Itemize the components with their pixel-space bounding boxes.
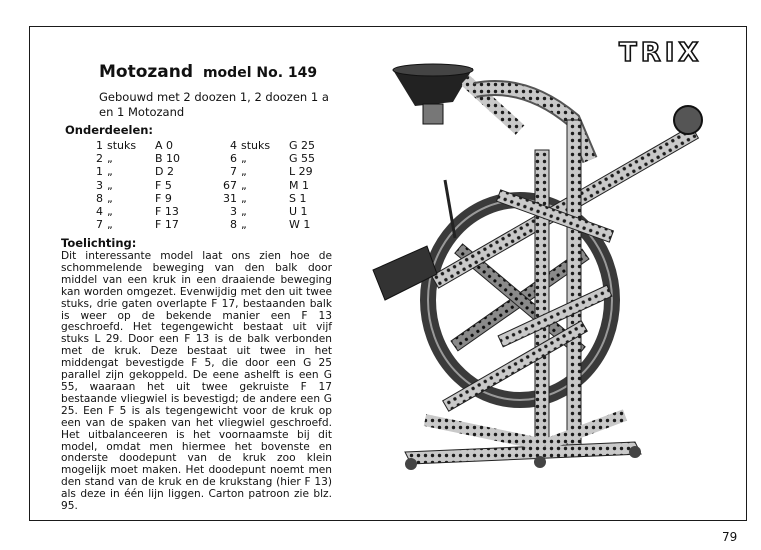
part-code: W 1 xyxy=(289,218,311,232)
part-unit: stuks xyxy=(241,139,271,152)
part-code: M 1 xyxy=(289,178,309,192)
parts-row xyxy=(81,192,317,205)
part-qty: 4 xyxy=(96,205,103,219)
title-model: model No. 149 xyxy=(202,65,318,81)
part-code: B 10 xyxy=(155,152,181,166)
part-code: F 9 xyxy=(155,191,172,205)
part-code: G 55 xyxy=(289,152,316,166)
brand-logo: TRIX xyxy=(619,38,703,68)
page-title xyxy=(99,62,317,82)
part-qty: 2 xyxy=(96,152,103,166)
part-qty: 1 xyxy=(96,139,103,152)
part-unit: „ xyxy=(107,178,113,192)
parts-row xyxy=(81,152,317,165)
part-qty: 67 xyxy=(223,178,237,192)
part-unit: „ xyxy=(107,152,113,166)
part-qty: 4 xyxy=(230,139,237,152)
parts-row xyxy=(81,139,317,152)
part-code: L 29 xyxy=(289,165,313,179)
part-unit: „ xyxy=(241,205,247,219)
part-code: A 0 xyxy=(155,139,174,152)
part-qty: 3 xyxy=(230,205,237,219)
model-illustration xyxy=(345,60,720,480)
part-unit: „ xyxy=(107,218,113,232)
parts-row xyxy=(81,218,317,231)
part-unit: „ xyxy=(241,191,247,205)
part-unit: „ xyxy=(107,205,113,219)
part-qty: 6 xyxy=(230,152,237,166)
part-qty: 31 xyxy=(223,191,237,205)
part-qty: 8 xyxy=(96,191,103,205)
part-code: D 2 xyxy=(155,165,174,179)
part-qty: 8 xyxy=(230,218,237,232)
part-unit: „ xyxy=(107,191,113,205)
part-unit: „ xyxy=(107,165,113,179)
part-unit: stuks xyxy=(107,139,137,152)
base-drawing xyxy=(405,415,641,470)
part-qty: 3 xyxy=(96,178,103,192)
part-qty: 1 xyxy=(96,165,103,179)
part-code: U 1 xyxy=(289,205,308,219)
part-code: F 13 xyxy=(155,205,179,219)
parts-row xyxy=(81,165,317,178)
hopper-drawing xyxy=(393,64,520,130)
subtitle: Gebouwd met 2 doozen 1, 2 doozen 1 a en 1 Motozand xyxy=(99,90,329,119)
title-name: Motozand xyxy=(99,62,194,82)
part-qty: 7 xyxy=(230,165,237,179)
parts-row xyxy=(81,205,317,218)
part-unit: „ xyxy=(241,165,247,179)
part-code: F 17 xyxy=(155,218,179,232)
part-unit: „ xyxy=(241,218,247,232)
explanation-text: Dit interessante model laat ons zien hoe de schommelende beweging van den balk door middel van een kruk in een draaiende beweging kan worden omgezet. Evenwijdig met den uit twee stuks, drie gaten overlapte F 17, bestaanden balk is weer op de bekende manier een F 13 geschroefd. Het tegengewicht bestaat uit vijf stuks L 29. Door een F 13 is de balk verbonden met de kruk. Deze bestaat uit twee in het middengat bevestigde F 5, die door een G 25 parallel zijn gekoppeld. De eene ashelft is een G 55, waaraan het uit twee gekruiste F 17 bestaande vliegwiel is bevestigd; de andere een G 25. Een F 5 is als tegengewicht voor de kruk op een van de spaken van het vliegwiel geschroefd. Het uitbalanceeren is het voornaamste bij dit model, omdat men hiermee het bovenste en onderste doodepunt van de kruk zoo klein mogelijk moet maken. Het doodepunt noemt men den stand van de kruk en de krukstang (hier F 13) als deze in één lijn liggen. Carton patroon zie blz. 95. xyxy=(61,250,332,513)
part-qty: 7 xyxy=(96,218,103,232)
parts-row xyxy=(81,179,317,192)
parts-list xyxy=(81,139,317,231)
part-unit: „ xyxy=(241,152,247,166)
parts-heading: Onderdeelen: xyxy=(65,123,154,137)
part-code: G 25 xyxy=(289,139,316,152)
part-unit: „ xyxy=(241,178,247,192)
page-number: 79 xyxy=(722,530,738,544)
explanation-heading: Toelichting: xyxy=(61,236,137,250)
part-code: S 1 xyxy=(289,191,307,205)
part-code: F 5 xyxy=(155,178,172,192)
